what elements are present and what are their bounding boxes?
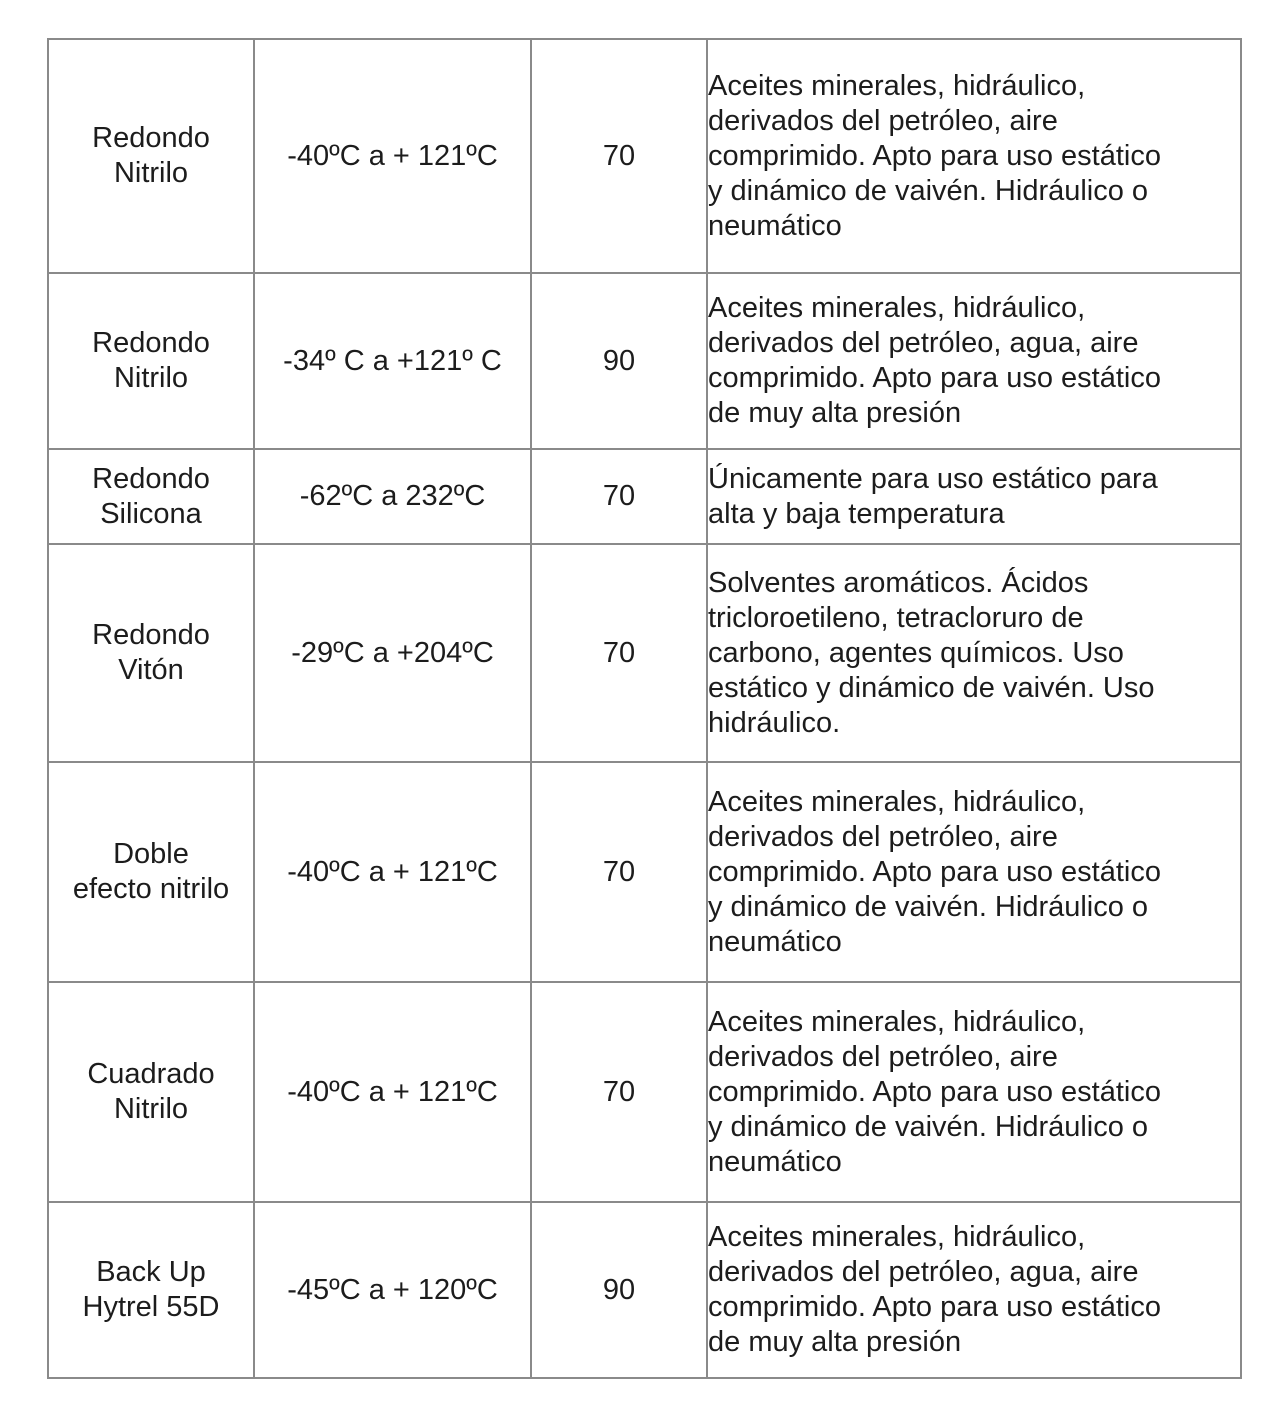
seal-type-cell: Doble efecto nitrilo: [48, 762, 254, 982]
table-row: [48, 39, 1241, 273]
temperature-range-cell: -62ºC a 232ºC: [254, 449, 531, 544]
hardness-cell: 70: [531, 762, 707, 982]
temperature-range-cell: -40ºC a + 121ºC: [254, 982, 531, 1202]
seal-type-cell: Cuadrado Nitrilo: [48, 982, 254, 1202]
seal-type-cell: Redondo Nitrilo: [48, 273, 254, 449]
seal-spec-table: [47, 38, 1242, 1379]
seal-type-cell: Redondo Nitrilo: [48, 39, 254, 273]
application-cell: Aceites minerales, hidráulico, derivados del petróleo, aire comprimido. Apto para uso estático y dinámico de vaivén. Hidráulico o neumático: [707, 762, 1241, 982]
table-row: [48, 273, 1241, 449]
seal-type-cell: Redondo Vitón: [48, 544, 254, 762]
hardness-cell: 70: [531, 982, 707, 1202]
table-row: [48, 982, 1241, 1202]
hardness-cell: 70: [531, 544, 707, 762]
temperature-range-cell: -34º C a +121º C: [254, 273, 531, 449]
table-row: [48, 449, 1241, 544]
application-cell: Únicamente para uso estático para alta y baja temperatura: [707, 449, 1241, 544]
hardness-cell: 70: [531, 449, 707, 544]
application-cell: Aceites minerales, hidráulico, derivados del petróleo, aire comprimido. Apto para uso estático y dinámico de vaivén. Hidráulico o neumático: [707, 39, 1241, 273]
temperature-range-cell: -40ºC a + 121ºC: [254, 39, 531, 273]
application-cell: Aceites minerales, hidráulico, derivados del petróleo, agua, aire comprimido. Apto para uso estático de muy alta presión: [707, 1202, 1241, 1378]
table-row: [48, 544, 1241, 762]
seal-type-cell: Back Up Hytrel 55D: [48, 1202, 254, 1378]
table-row: [48, 1202, 1241, 1378]
application-cell: Aceites minerales, hidráulico, derivados del petróleo, agua, aire comprimido. Apto para uso estático de muy alta presión: [707, 273, 1241, 449]
table-row: [48, 762, 1241, 982]
seal-type-cell: Redondo Silicona: [48, 449, 254, 544]
temperature-range-cell: -40ºC a + 121ºC: [254, 762, 531, 982]
application-cell: Solventes aromáticos. Ácidos tricloroetileno, tetracloruro de carbono, agentes químicos. Uso estático y dinámico de vaivén. Uso hidráulico.: [707, 544, 1241, 762]
temperature-range-cell: -29ºC a +204ºC: [254, 544, 531, 762]
hardness-cell: 90: [531, 1202, 707, 1378]
temperature-range-cell: -45ºC a + 120ºC: [254, 1202, 531, 1378]
hardness-cell: 90: [531, 273, 707, 449]
application-cell: Aceites minerales, hidráulico, derivados del petróleo, aire comprimido. Apto para uso estático y dinámico de vaivén. Hidráulico o neumático: [707, 982, 1241, 1202]
hardness-cell: 70: [531, 39, 707, 273]
